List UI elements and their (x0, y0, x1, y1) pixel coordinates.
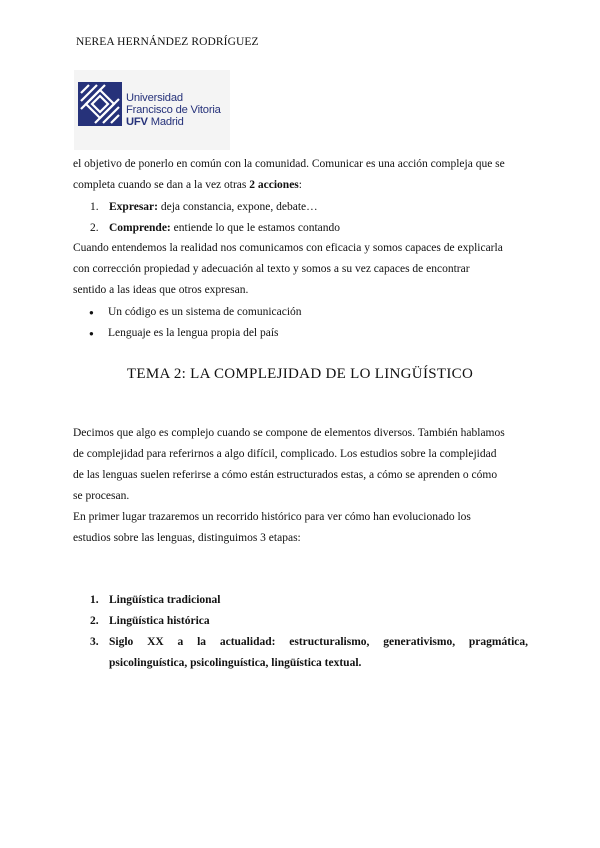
stage-text: Lingüística tradicional (109, 594, 221, 606)
intro-paragraph (73, 154, 528, 196)
list-text (109, 222, 340, 234)
list-item (90, 197, 318, 218)
stage-item (90, 611, 210, 632)
para-line: con corrección propiedad y adecuación al texto y somos a su vez capaces de encontrar (73, 263, 470, 275)
bullet-icon: ● (89, 329, 94, 338)
action-desc: entiende lo que le estamos contando (170, 222, 341, 234)
action-desc: deja constancia, expone, debate… (157, 201, 318, 213)
stage-item (90, 632, 528, 674)
para-line: se procesan. (73, 490, 130, 502)
logo-line-1: Universidad (126, 92, 183, 104)
list-item (90, 218, 340, 239)
bullet-icon: ● (89, 308, 94, 317)
action-term: Comprende: (109, 222, 171, 234)
document-author-header: NEREA HERNÁNDEZ RODRÍGUEZ (76, 36, 259, 48)
action-term: Expresar: (109, 201, 158, 213)
list-text (109, 201, 318, 213)
logo-line-3 (126, 116, 221, 128)
para-line: En primer lugar trazaremos un recorrido histórico para ver cómo han evolucionado los (73, 511, 471, 523)
para-line: sentido a las ideas que otros expresan. (73, 284, 249, 296)
stage-text: Siglo XX a la actualidad: estructuralismo, generativismo, pragmática, (109, 636, 528, 648)
para-line: de las lenguas suelen referirse a cómo están estructurados estas, a cómo se aprenden o cómo (73, 469, 498, 481)
list-marker: 2. (90, 222, 99, 234)
intro-line (73, 175, 528, 196)
logo-ufv: UFV (126, 116, 148, 128)
stage-marker: 1. (90, 594, 99, 606)
bullet-item (89, 302, 302, 323)
stage-marker: 3. (90, 636, 99, 648)
para-line: Decimos que algo es complejo cuando se compone de elementos diversos. También hablamos (73, 427, 505, 439)
stage-text: Lingüística histórica (109, 615, 210, 627)
para-line: estudios sobre las lenguas, distinguimos 3 etapas: (73, 532, 301, 544)
section-title: TEMA 2: LA COMPLEJIDAD DE LO LINGÜÍSTICO (126, 366, 474, 382)
para-line: Cuando entendemos la realidad nos comunicamos con eficacia y somos capaces de explicarla (73, 242, 503, 254)
list-marker: 1. (90, 201, 99, 213)
stage-item (90, 590, 221, 611)
intro-colon: : (298, 179, 302, 191)
complexity-paragraph (73, 423, 528, 507)
intro-bold: 2 acciones (249, 179, 299, 191)
stage-marker: 2. (90, 615, 99, 627)
para-line: de complejidad para referirnos a algo difícil, complicado. Los estudios sobre la complejidad (73, 448, 497, 460)
reality-paragraph (73, 238, 528, 301)
stage-text-continued: psicolinguística, psicolinguística, lingüística textual. (109, 657, 362, 669)
history-paragraph (73, 507, 528, 549)
university-logo (74, 70, 230, 150)
logo-madrid: Madrid (150, 116, 184, 128)
intro-line: el objetivo de ponerlo en común con la comunidad. Comunicar es una acción compleja que se (73, 158, 505, 170)
ufv-logo-icon (78, 82, 122, 126)
logo-wordmark (126, 92, 221, 128)
bullet-text: Lenguaje es la lengua propia del país (108, 327, 279, 339)
logo-line-2: Francisco de Vitoria (126, 104, 221, 116)
bullet-item (89, 323, 279, 344)
intro-text: completa cuando se dan a la vez otras (73, 179, 250, 191)
bullet-text: Un código es un sistema de comunicación (108, 306, 302, 318)
